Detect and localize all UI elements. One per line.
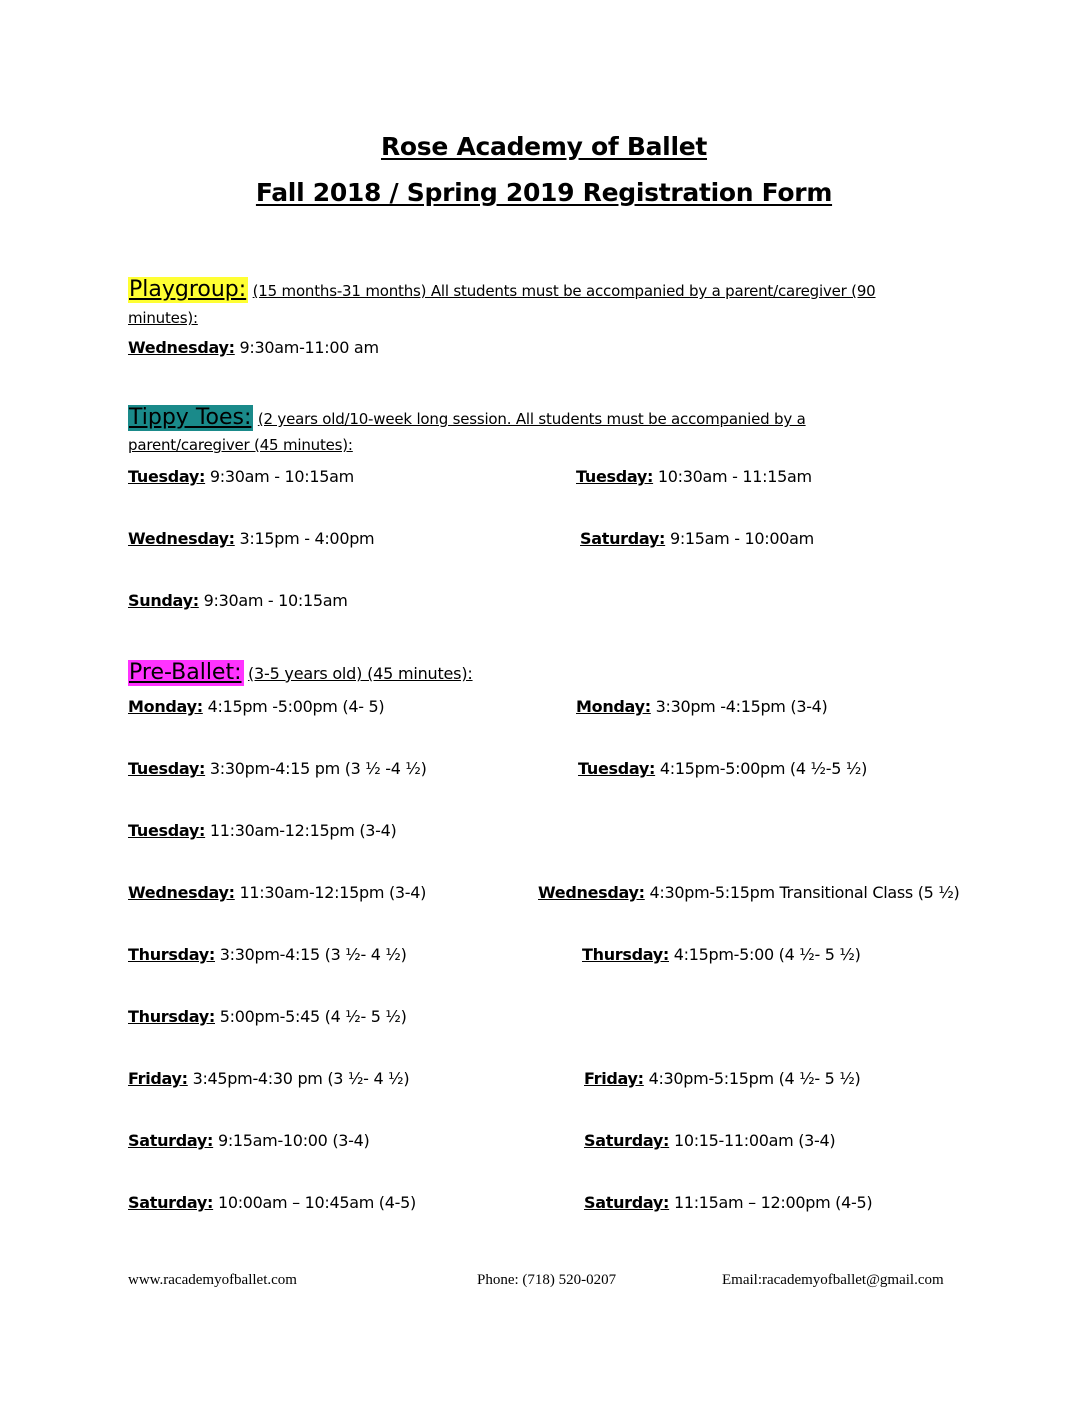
tippy-toes-description-cont: parent/caregiver (45 minutes): xyxy=(128,436,353,454)
schedule-time: 11:30am-12:15pm (3-4) xyxy=(209,821,397,840)
schedule-time: 9:15am-10:00 (3-4) xyxy=(217,1131,370,1150)
schedule-time: 3:30pm-4:15 (3 ½- 4 ½) xyxy=(219,945,407,964)
schedule-day: Tuesday: xyxy=(128,759,206,778)
schedule-day: Tuesday: xyxy=(128,821,206,840)
footer-website: www.racademyofballet.com xyxy=(128,1272,297,1288)
schedule-day: Saturday: xyxy=(128,1193,214,1212)
page-subtitle: Fall 2018 / Spring 2019 Registration Form xyxy=(255,178,833,207)
schedule-day: Monday: xyxy=(128,697,203,716)
tippy-toes-description: (2 years old/10-week long session. All students must be accompanied by a xyxy=(257,410,806,428)
schedule-time: 4:15pm-5:00pm (4 ½-5 ½) xyxy=(659,759,868,778)
schedule-entry xyxy=(128,529,374,548)
schedule-entry xyxy=(128,883,426,902)
playgroup-title: Playgroup: xyxy=(129,277,247,302)
playgroup-heading xyxy=(128,276,876,304)
pre-ballet-description: (3-5 years old) (45 minutes): xyxy=(247,664,473,683)
schedule-entry xyxy=(128,1007,407,1026)
schedule-day: Wednesday: xyxy=(538,883,645,902)
schedule-entry xyxy=(576,467,812,486)
schedule-time: 4:15pm-5:00 (4 ½- 5 ½) xyxy=(673,945,861,964)
schedule-day: Monday: xyxy=(576,697,651,716)
footer-email: Email:racademyofballet@gmail.com xyxy=(722,1272,944,1288)
schedule-time: 4:30pm-5:15pm (4 ½- 5 ½) xyxy=(648,1069,861,1088)
schedule-time: 9:15am - 10:00am xyxy=(669,529,814,548)
schedule-entry xyxy=(582,945,861,964)
schedule-day: Thursday: xyxy=(128,1007,215,1026)
schedule-day: Wednesday: xyxy=(128,883,235,902)
schedule-entry xyxy=(538,883,960,902)
pre-ballet-heading xyxy=(128,659,473,687)
page-title: Rose Academy of Ballet xyxy=(380,132,708,161)
schedule-entry xyxy=(578,759,867,778)
schedule-day: Wednesday: xyxy=(128,529,235,548)
schedule-entry xyxy=(128,591,348,610)
schedule-day: Sunday: xyxy=(128,591,199,610)
playgroup-description-cont: minutes): xyxy=(128,309,198,327)
schedule-day: Tuesday: xyxy=(578,759,656,778)
footer-phone: Phone: (718) 520-0207 xyxy=(477,1272,617,1288)
schedule-entry xyxy=(584,1131,835,1150)
schedule-time: 3:15pm - 4:00pm xyxy=(239,529,375,548)
pre-ballet-title: Pre-Ballet: xyxy=(129,660,242,685)
schedule-time: 9:30am - 10:15am xyxy=(209,467,354,486)
schedule-entry xyxy=(584,1069,860,1088)
schedule-day: Friday: xyxy=(128,1069,188,1088)
schedule-time: 9:30am-11:00 am xyxy=(239,338,379,357)
schedule-day: Friday: xyxy=(584,1069,644,1088)
schedule-time: 4:15pm -5:00pm (4- 5) xyxy=(207,697,385,716)
schedule-entry xyxy=(128,1193,416,1212)
tippy-toes-title: Tippy Toes: xyxy=(129,405,252,430)
schedule-entry xyxy=(576,697,828,716)
schedule-time: 3:45pm-4:30 pm (3 ½- 4 ½) xyxy=(192,1069,410,1088)
schedule-day: Saturday: xyxy=(128,1131,214,1150)
schedule-entry xyxy=(584,1193,872,1212)
schedule-entry xyxy=(128,945,407,964)
schedule-time: 11:30am-12:15pm (3-4) xyxy=(239,883,427,902)
schedule-day: Saturday: xyxy=(584,1193,670,1212)
schedule-day: Saturday: xyxy=(584,1131,670,1150)
schedule-day: Tuesday: xyxy=(128,467,206,486)
schedule-time: 3:30pm -4:15pm (3-4) xyxy=(655,697,828,716)
schedule-time: 10:15-11:00am (3-4) xyxy=(673,1131,836,1150)
schedule-entry xyxy=(128,759,427,778)
schedule-time: 4:30pm-5:15pm Transitional Class (5 ½) xyxy=(649,883,960,902)
schedule-entry xyxy=(128,1131,369,1150)
schedule-entry xyxy=(128,1069,409,1088)
schedule-entry xyxy=(128,338,379,357)
schedule-entry xyxy=(128,697,384,716)
schedule-day: Thursday: xyxy=(582,945,669,964)
schedule-day: Thursday: xyxy=(128,945,215,964)
schedule-time: 10:30am - 11:15am xyxy=(657,467,812,486)
schedule-entry xyxy=(580,529,814,548)
schedule-entry xyxy=(128,467,354,486)
schedule-day: Wednesday: xyxy=(128,338,235,357)
schedule-day: Saturday: xyxy=(580,529,666,548)
schedule-time: 10:00am – 10:45am (4-5) xyxy=(217,1193,416,1212)
schedule-time: 11:15am – 12:00pm (4-5) xyxy=(673,1193,873,1212)
schedule-entry xyxy=(128,821,396,840)
schedule-time: 9:30am - 10:15am xyxy=(203,591,348,610)
schedule-day: Tuesday: xyxy=(576,467,654,486)
schedule-time: 3:30pm-4:15 pm (3 ½ -4 ½) xyxy=(209,759,427,778)
tippy-toes-heading xyxy=(128,404,806,432)
playgroup-description: (15 months-31 months) All students must be accompanied by a parent/caregiver (90 xyxy=(252,282,876,300)
schedule-time: 5:00pm-5:45 (4 ½- 5 ½) xyxy=(219,1007,407,1026)
